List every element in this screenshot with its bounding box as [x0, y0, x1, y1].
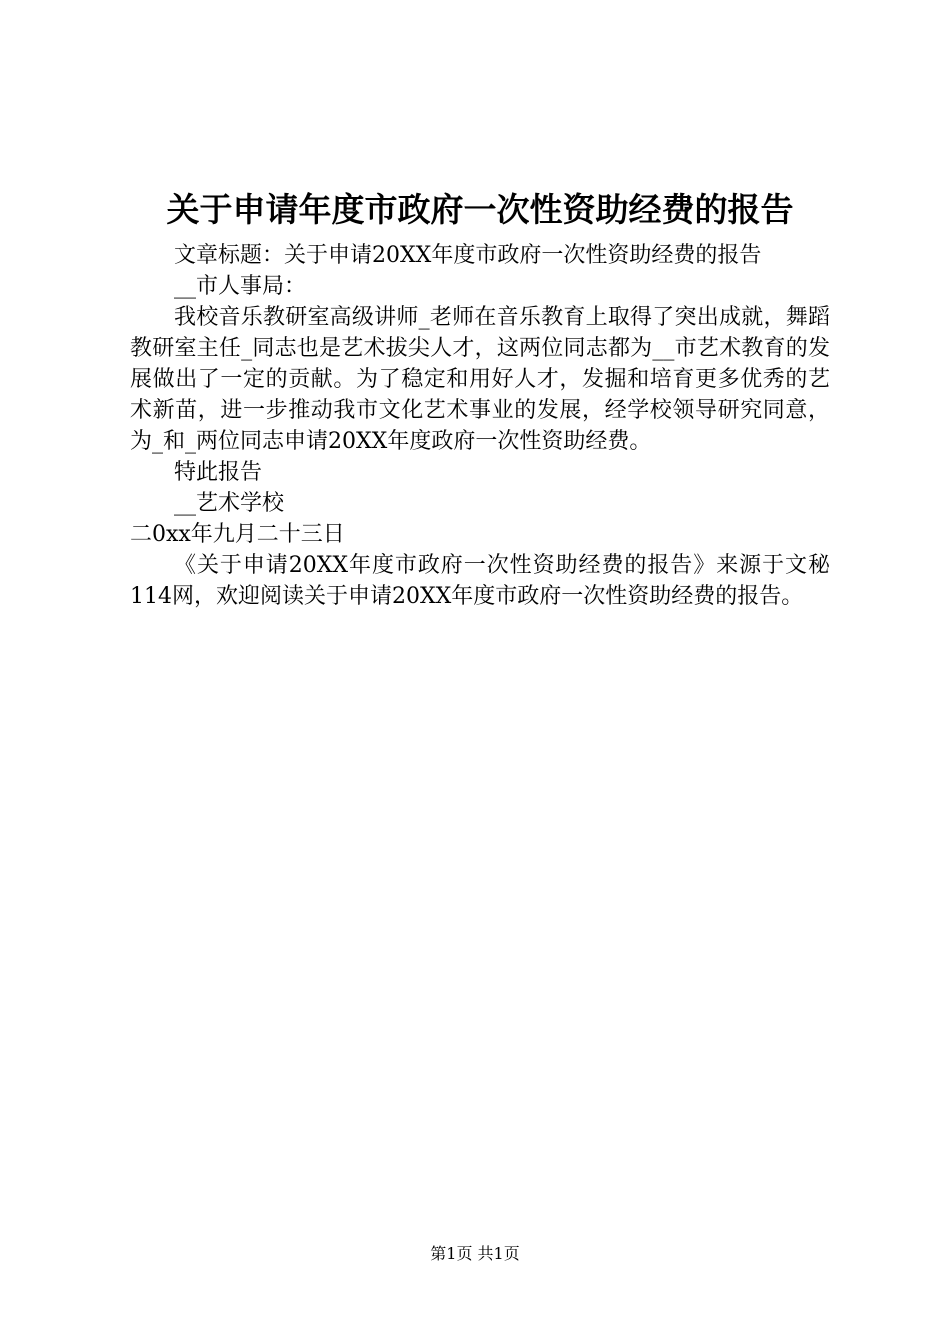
addressee: __市人事局：: [174, 274, 307, 299]
document-title: 关于申请年度市政府一次性资助经费的报告: [166, 190, 794, 229]
document-body: [130, 240, 830, 612]
page-number-footer: 第1页 共1页: [430, 1244, 520, 1263]
date-line: 二0xx年九月二十三日: [130, 522, 345, 547]
closing-text: 特此报告: [174, 460, 263, 485]
signature: __艺术学校: [174, 491, 285, 516]
article-title-line: 文章标题：关于申请20XX年度市政府一次性资助经费的报告: [174, 243, 762, 268]
body-paragraph: 我校音乐教研室高级讲师_老师在音乐教育上取得了突出成就，舞蹈教研室主任_同志也是艺术拔尖人才，这两位同志都为__市艺术教育的发展做出了一定的贡献。为了稳定和用好人才，发掘和培育更多优秀的艺术新苗，进一步推动我市文化艺术事业的发展，经学校领导研究同意，为_和_两位同志申请20XX年度政府一次性资助经费。: [130, 305, 830, 454]
source-note: 《关于申请20XX年度市政府一次性资助经费的报告》来源于文秘114网，欢迎阅读关于申请20XX年度市政府一次性资助经费的报告。: [130, 553, 830, 609]
